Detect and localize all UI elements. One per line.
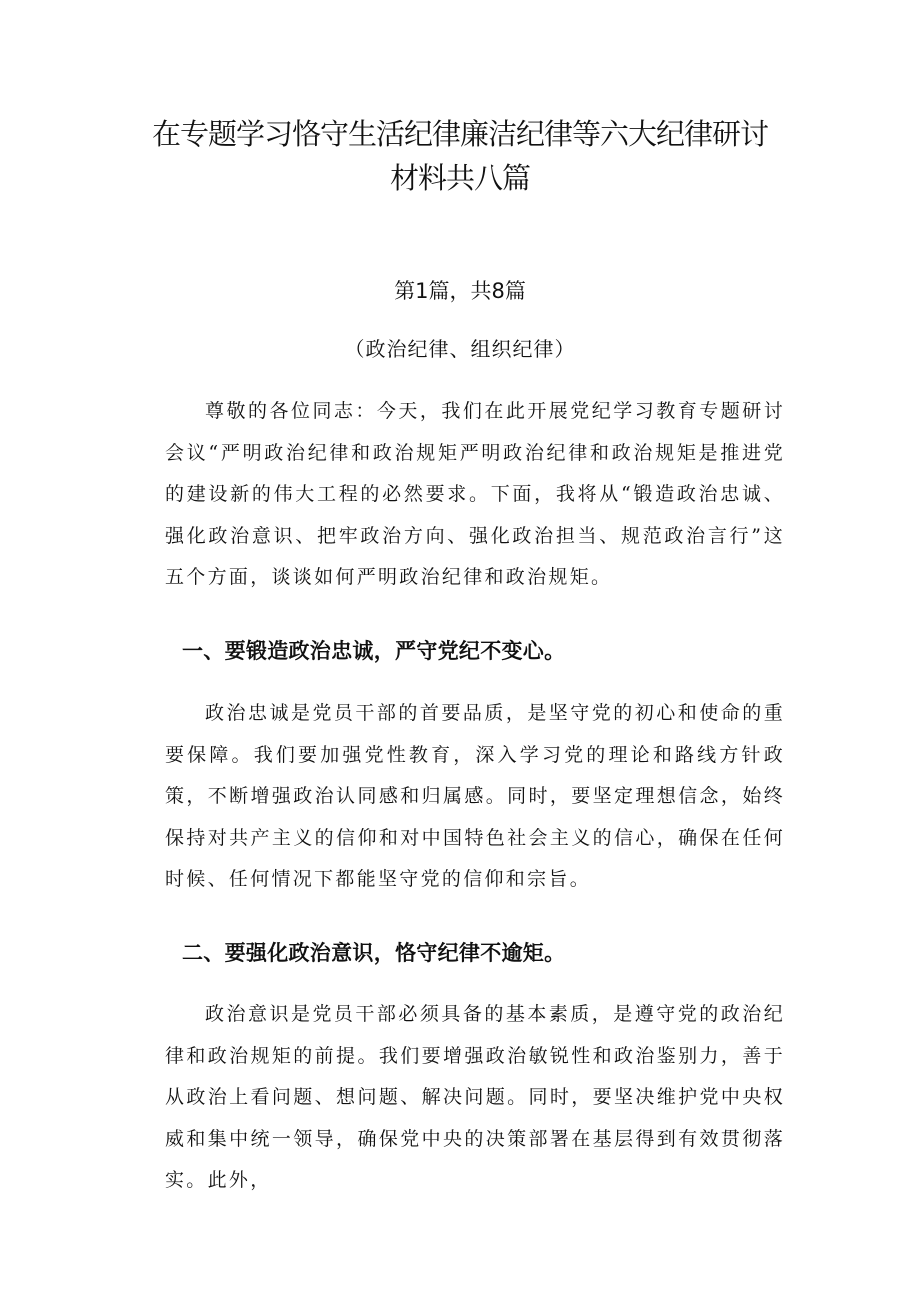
paper-number: 第1篇，共8篇 [394, 279, 526, 303]
section-heading-1: 一、要锻造政治忠诚，严守党纪不变心。 [182, 639, 566, 663]
document-title-line-1: 在专题学习恪守生活纪律廉洁纪律等六大纪律研讨 [151, 117, 768, 151]
section-heading-2: 二、要强化政治意识，恪守纪律不逾矩。 [182, 941, 566, 965]
document-title-line-2: 材料共八篇 [389, 161, 530, 195]
section-2-paragraph: 政治意识是党员干部必须具备的基本素质，是遵守党的政治纪律和政治规矩的前提。我们要增强政治敏锐性和政治鉴别力，善于从政治上看问题、想问题、解决问题。同时，要坚决维护党中央权威和集中统一领导，确保党中央的决策部署在基层得到有效贯彻落实。此外， [165, 1003, 785, 1191]
intro-paragraph: 尊敬的各位同志：今天，我们在此开展党纪学习教育专题研讨会议“严明政治纪律和政治规矩严明政治纪律和政治规矩是推进党的建设新的伟大工程的必然要求。下面，我将从“锻造政治忠诚、强化政治意识、把牢政治方向、强化政治担当、规范政治言行”这五个方面，谈谈如何严明政治纪律和政治规矩。 [165, 400, 785, 588]
section-1-paragraph: 政治忠诚是党员干部的首要品质，是坚守党的初心和使命的重要保障。我们要加强党性教育，深入学习党的理论和路线方针政策，不断增强政治认同感和归属感。同时，要坚定理想信念，始终保持对共产主义的信仰和对中国特色社会主义的信心，确保在任何时候、任何情况下都能坚守党的信仰和宗旨。 [165, 702, 785, 890]
discipline-subheading: （政治纪律、组织纪律） [344, 337, 576, 361]
